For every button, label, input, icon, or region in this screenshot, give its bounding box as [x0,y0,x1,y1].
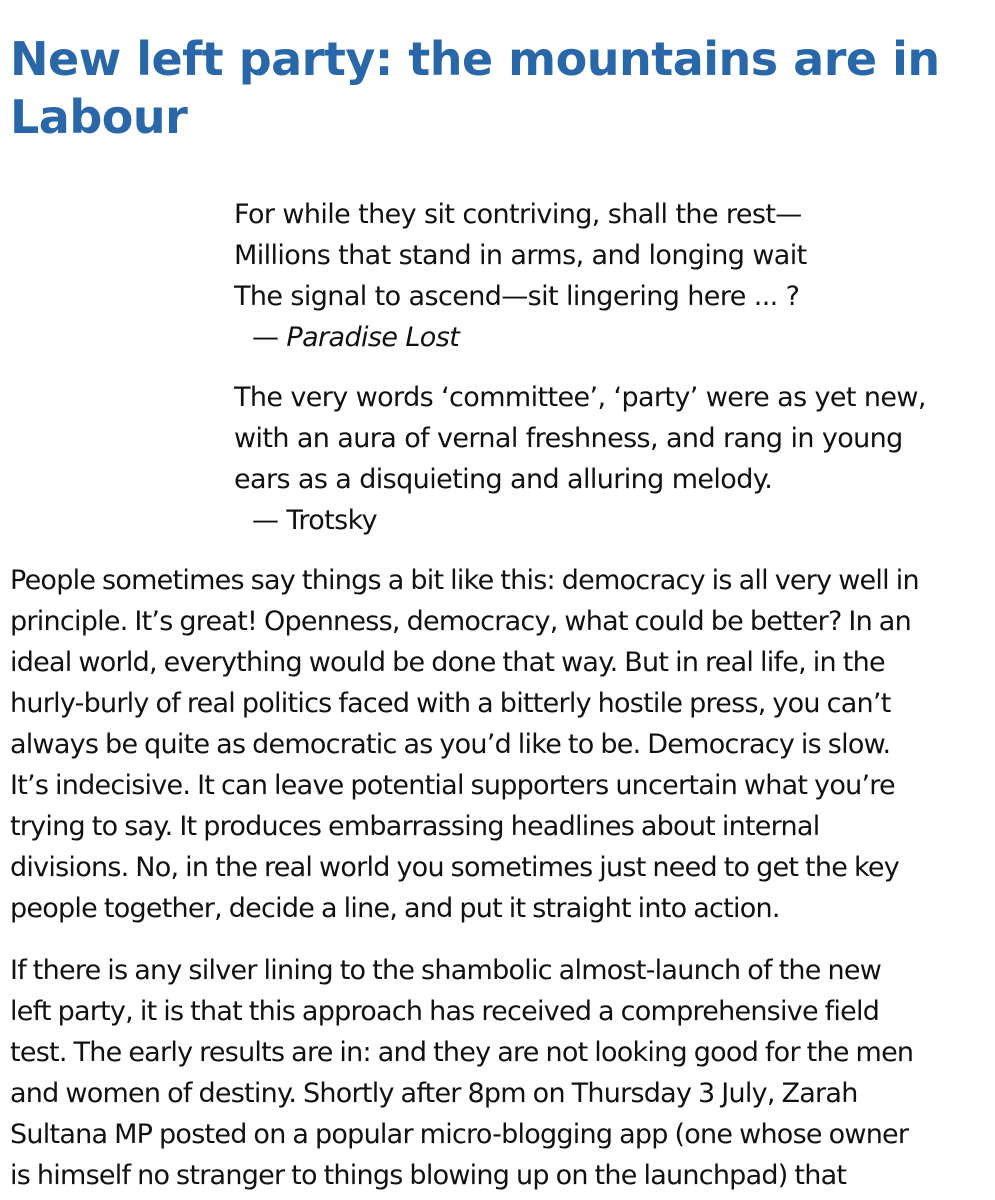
paragraph-line: principle. It’s great! Openness, democracy, what could be better? In an [10,606,911,637]
paragraph-line: test. The early results are in: and they are not looking good for the men [10,1037,914,1068]
epigraph-line: ears as a disquieting and alluring melody. [234,464,773,495]
attribution-source: Trotsky [286,505,378,536]
paragraph-line: left party, it is that this approach has received a comprehensive field [10,996,880,1027]
paragraph-line: divisions. No, in the real world you sometimes just need to get the key [10,852,899,883]
paragraph-line: If there is any silver lining to the shambolic almost-launch of the new [10,955,882,986]
paragraph-line: People sometimes say things a bit like this: democracy is all very well in [10,565,919,596]
epigraph-trotsky [234,377,974,541]
paragraph-line: trying to say. It produces embarrassing headlines about internal [10,811,820,842]
article-title: New left party: the mountains are in Labour [10,32,940,144]
attribution-source: Paradise Lost [286,322,460,353]
paragraph-line: Sultana MP posted on a popular micro-blogging app (one whose owner [10,1119,909,1150]
attribution-dash: — [252,505,287,536]
epigraph-milton [234,194,974,358]
body-paragraph-2 [10,950,990,1196]
paragraph-line: ideal world, everything would be done that way. But in real life, in the [10,647,885,678]
epigraph-line: with an aura of vernal freshness, and rang in young [234,423,903,454]
paragraph-line: is himself no stranger to things blowing up on the launchpad) that [10,1160,847,1191]
paragraph-line: hurly-burly of real politics faced with a bitterly hostile press, you can’t [10,688,891,719]
body-paragraph-1 [10,560,990,929]
paragraph-line: people together, decide a line, and put it straight into action. [10,893,780,924]
epigraph-line: For while they sit contriving, shall the rest— [234,199,802,230]
paragraph-line: and women of destiny. Shortly after 8pm on Thursday 3 July, Zarah [10,1078,858,1109]
epigraph-attribution [234,317,974,358]
epigraph-line: Millions that stand in arms, and longing wait [234,240,807,271]
epigraph-attribution [234,500,974,541]
paragraph-line: It’s indecisive. It can leave potential supporters uncertain what you’re [10,770,895,801]
paragraph-line: always be quite as democratic as you’d like to be. Democracy is slow. [10,729,891,760]
epigraph-line: The very words ‘committee’, ‘party’ were as yet new, [234,382,926,413]
epigraph-line: The signal to ascend—sit lingering here ... ? [234,281,800,312]
attribution-dash: — [252,322,287,353]
